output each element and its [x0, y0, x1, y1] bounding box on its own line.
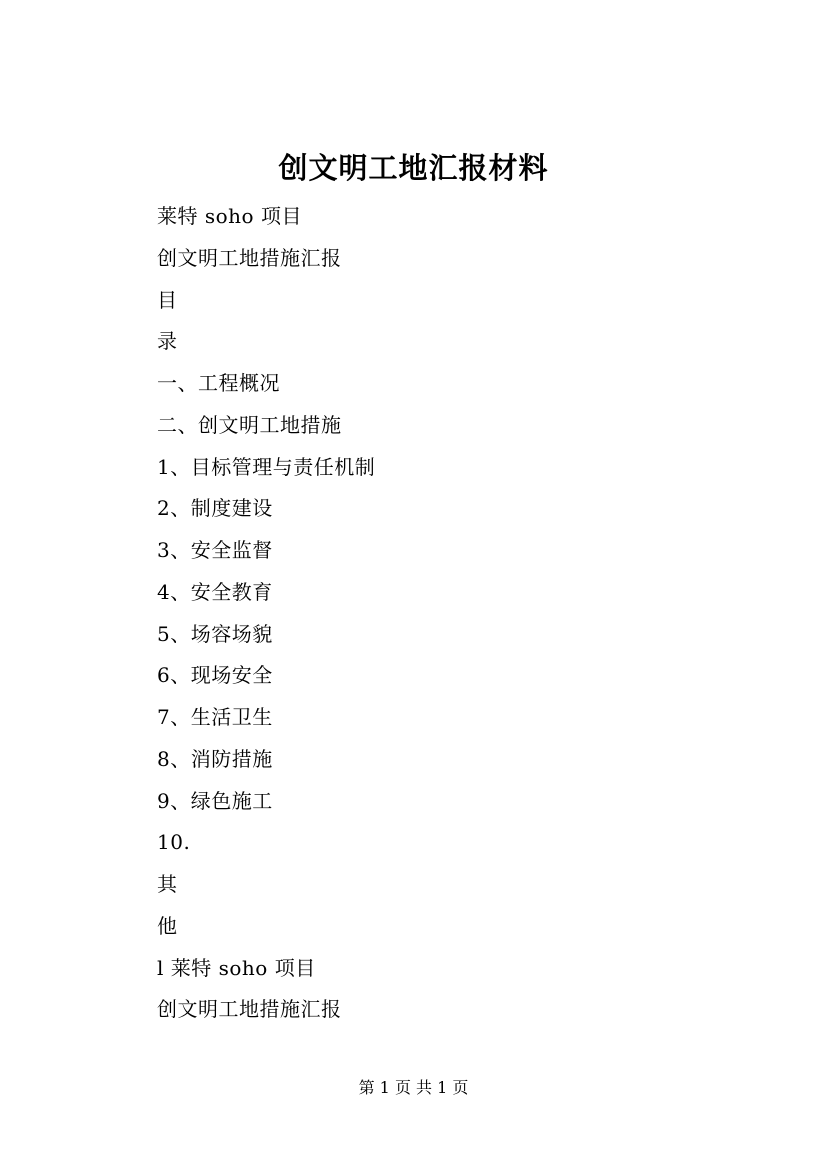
body-line: l 莱特 soho 项目 [157, 955, 316, 980]
body-line: 7、生活卫生 [157, 705, 273, 729]
body-line: 10. [157, 830, 191, 855]
body-line: 5、场容场貌 [157, 621, 273, 646]
page-footer: 第 1 页 共 1 页 [358, 1078, 469, 1097]
body-line: 他 [157, 913, 178, 938]
body-line: 录 [157, 329, 178, 354]
body-line: 3、安全监督 [157, 538, 273, 562]
body-line: 8、消防措施 [157, 746, 273, 771]
body-line: 创文明工地措施汇报 [157, 245, 342, 270]
body-line: 莱特 soho 项目 [157, 204, 302, 228]
body-line: 创文明工地措施汇报 [157, 997, 342, 1022]
body-line: 一、工程概况 [157, 371, 280, 395]
body-line: 2、制度建设 [157, 496, 273, 521]
body-line: 其 [157, 872, 178, 896]
body-line: 1、目标管理与责任机制 [157, 454, 376, 479]
body-line: 6、现场安全 [157, 663, 273, 688]
body-line: 目 [157, 287, 178, 312]
body-line: 4、安全教育 [157, 579, 273, 604]
body-line: 9、绿色施工 [157, 788, 273, 813]
document-body [157, 196, 757, 1031]
body-line: 二、创文明工地措施 [157, 412, 342, 437]
document-title: 创文明工地汇报材料 [278, 151, 549, 185]
